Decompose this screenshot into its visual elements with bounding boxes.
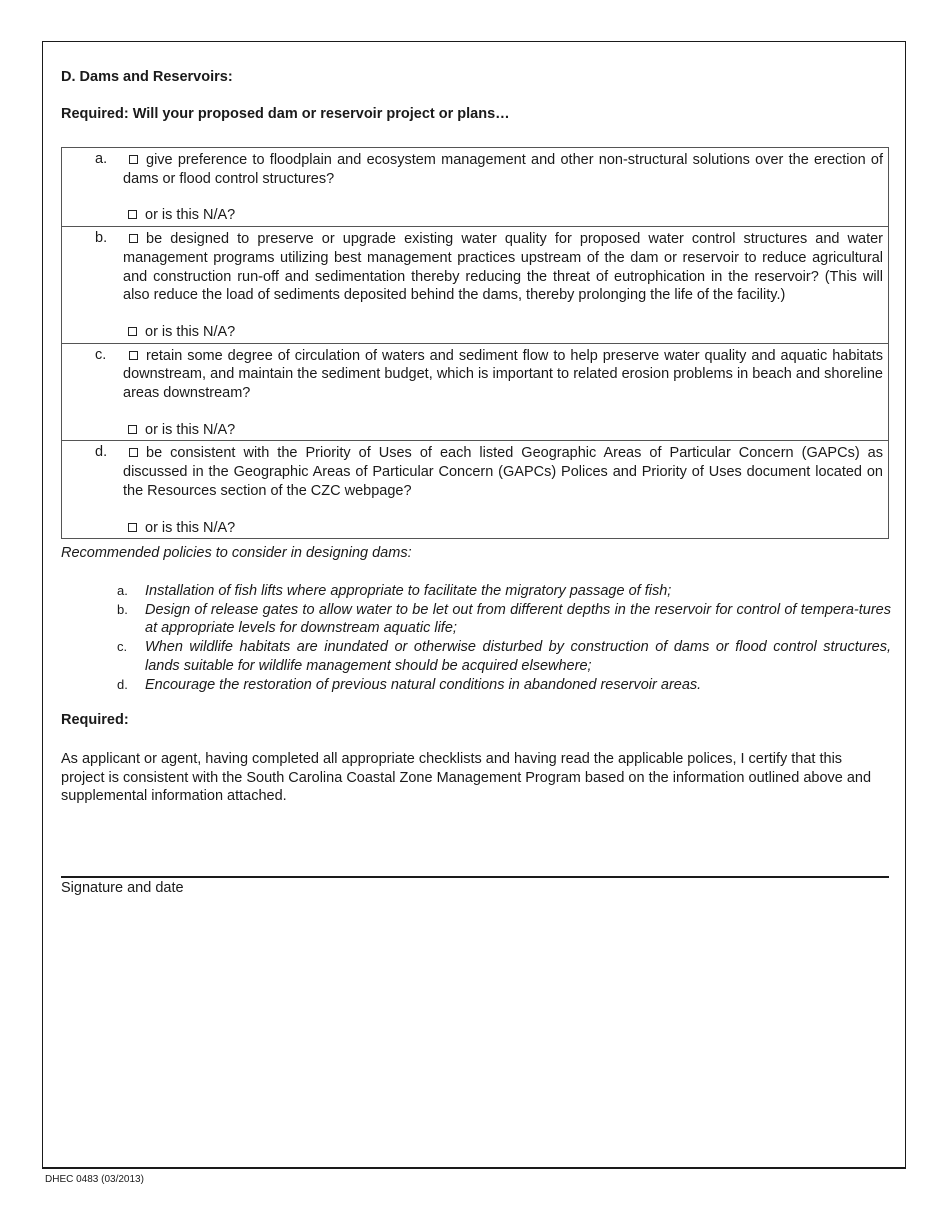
question-letter: c. [95,346,107,363]
list-item [61,582,891,601]
question-b-text: be designed to preserve or upgrade existing water quality for proposed water control structures and water management programs utilizing best management practices upstream of the dam or reservoir to reduce agricultural and construction run-off and sedimentation thereby reducing the threat of eutrophication in the reservoir? (This will also reduce the load of sediments deposited behind the dams, thereby prolonging the life of the facility.) [123,231,883,304]
question-c-checkbox[interactable] [129,351,138,360]
question-row-b [62,226,888,343]
list-item-text: Encourage the restoration of previous natural conditions in abandoned reservoir areas. [145,676,702,693]
question-c-na-checkbox[interactable] [128,425,137,434]
recommended-policies-list [61,582,891,694]
list-item-text: Design of release gates to allow water to be let out from different depths in the reservoir for control of tempera-tures at appropriate levels for downstream aquatic life; [145,601,891,637]
recommended-policies-title: Recommended policies to consider in designing dams: [61,545,412,561]
list-item [61,638,891,675]
required-question-intro: Required: Will your proposed dam or reservoir project or plans… [61,106,510,122]
question-letter: a. [95,151,108,167]
signature-label: Signature and date [61,880,184,896]
question-row-a [62,148,888,226]
section-title: D. Dams and Reservoirs: [61,69,233,85]
question-d-checkbox[interactable] [129,448,138,457]
question-a-checkbox[interactable] [129,155,138,164]
question-b-checkbox[interactable] [129,234,138,243]
list-item-letter: b. [117,601,128,617]
question-table [61,147,889,539]
question-letter: b. [95,230,108,247]
list-item-letter: c. [117,639,128,655]
question-a-text: give preference to floodplain and ecosystem management and other non-structural solutions over the erection of dams or flood control structures? [123,152,883,187]
list-item-letter: a. [117,583,128,598]
form-id: DHEC 0483 (03/2013) [45,1174,144,1185]
na-label: or is this N/A? [145,421,236,438]
na-label: or is this N/A? [145,323,236,340]
list-item [61,601,891,638]
na-label: or is this N/A? [145,207,236,224]
list-item-text: When wildlife habitats are inundated or otherwise disturbed by construction of dams or flood control structures, lands suitable for wildlife management should be acquired elsewhere; [145,639,891,674]
certification-text: As applicant or agent, having completed all appropriate checklists and having read the applicable polices, I certify that this project is consistent with the South Carolina Coastal Zone Management Program based on the information outlined above and supplemental information attached. [61,751,872,805]
question-d-text: be consistent with the Priority of Uses of each listed Geographic Areas of Particular Concern (GAPCs) as discussed in the Geographic Areas of Particular Concern (GAPCs) Polices and Priority of Uses document located on the Resources section of the CZC webpage? [123,445,883,499]
certification-heading: Required: [61,712,129,728]
question-row-d [62,440,888,538]
question-b-na-checkbox[interactable] [128,327,137,336]
signature-line[interactable] [61,876,889,878]
question-row-c [62,343,888,441]
na-label: or is this N/A? [145,519,236,536]
question-d-na-checkbox[interactable] [128,523,137,532]
list-item-letter: d. [117,676,128,692]
list-item-text: Installation of fish lifts where appropriate to facilitate the migratory passage of fish; [145,583,672,599]
question-c-text: retain some degree of circulation of waters and sediment flow to help preserve water quality and aquatic habitats downstream, and maintain the sediment budget, which is important to related erosion problems in beach and shoreline areas downstream? [123,347,883,402]
question-letter: d. [95,444,108,461]
question-a-na-checkbox[interactable] [128,210,137,219]
list-item [61,676,891,695]
